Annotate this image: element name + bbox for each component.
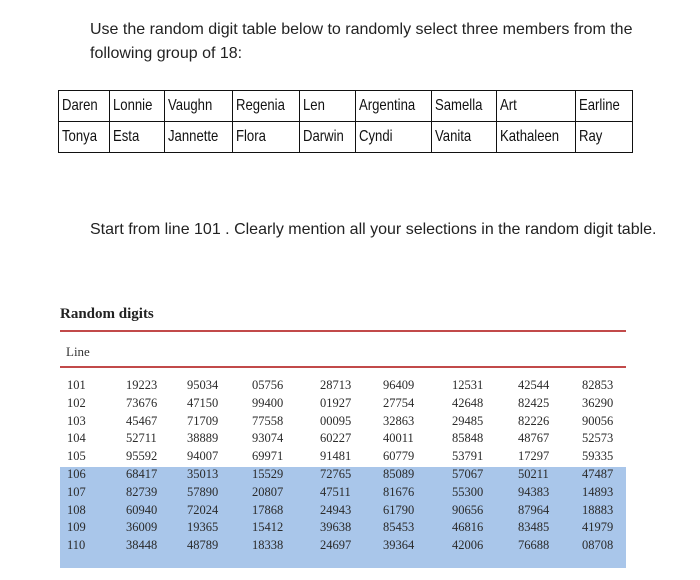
table-top-rule	[60, 330, 626, 332]
line-number: 109	[67, 520, 86, 535]
digit-group: 47487	[582, 466, 614, 481]
digit-group: 14893	[582, 484, 614, 499]
digit-group: 35013	[187, 466, 219, 481]
digit-group: 17868	[252, 502, 284, 517]
digit-group: 60940	[126, 502, 158, 517]
digit-row	[60, 503, 626, 521]
digit-group: 60227	[320, 431, 352, 446]
digit-group: 50211	[518, 466, 549, 481]
digit-group: 48789	[187, 538, 219, 553]
digit-group: 00095	[320, 413, 352, 428]
digit-group: 17297	[518, 449, 550, 464]
digit-group: 48767	[518, 431, 550, 446]
digit-group: 19223	[126, 378, 158, 392]
digit-group: 72024	[187, 502, 219, 517]
name-text: Art	[499, 97, 517, 114]
name-cell	[59, 91, 110, 122]
table-header-rule	[60, 366, 626, 368]
name-cell	[356, 91, 432, 122]
name-text: Esta	[112, 128, 139, 145]
name-text: Daren	[62, 97, 98, 114]
digit-group: 81676	[383, 484, 415, 499]
line-number: 103	[67, 413, 86, 428]
digit-group: 47150	[187, 395, 219, 410]
digit-group: 27754	[383, 395, 415, 410]
digit-group: 18338	[252, 538, 284, 553]
digit-group: 99400	[252, 395, 284, 410]
name-cell	[233, 122, 300, 153]
digit-group: 90656	[452, 502, 484, 517]
name-text: Vanita	[434, 128, 472, 145]
digit-group: 39638	[320, 520, 352, 535]
digit-group: 41979	[582, 520, 614, 535]
digit-group: 68417	[126, 466, 158, 481]
digit-row	[60, 485, 626, 503]
name-text: Cyndi	[359, 128, 393, 145]
name-text: Earline	[578, 97, 620, 114]
digit-group: 38448	[126, 538, 158, 553]
name-cell	[356, 122, 432, 153]
digit-group: 15412	[252, 520, 284, 535]
digit-group: 12531	[452, 378, 484, 392]
line-number: 101	[67, 378, 86, 392]
digit-group: 01927	[320, 395, 352, 410]
name-text: Kathaleen	[499, 128, 559, 145]
digit-group: 61790	[383, 502, 415, 517]
digit-group: 55300	[452, 484, 484, 499]
line-number: 102	[67, 395, 86, 410]
line-number: 106	[67, 466, 86, 481]
name-text: Flora	[236, 128, 266, 145]
digit-group: 42648	[452, 395, 484, 410]
name-cell	[164, 122, 232, 153]
digit-row	[60, 378, 626, 396]
digit-row	[60, 396, 626, 414]
digit-group: 19365	[187, 520, 219, 535]
name-cell	[109, 91, 164, 122]
digit-group: 28713	[320, 378, 352, 392]
digit-group: 57890	[187, 484, 219, 499]
name-cell	[233, 91, 300, 122]
digit-group: 59335	[582, 449, 614, 464]
digit-row	[60, 538, 626, 556]
digit-row	[60, 449, 626, 467]
name-text: Tonya	[62, 128, 98, 145]
digit-group: 95034	[187, 378, 219, 392]
digit-group: 69971	[252, 449, 284, 464]
digit-group: 94007	[187, 449, 219, 464]
name-cell	[299, 122, 356, 153]
digit-group: 93074	[252, 431, 284, 446]
name-text: Jannette	[167, 128, 218, 145]
digit-group: 08708	[582, 538, 614, 553]
digit-group: 90056	[582, 413, 614, 428]
digit-group: 96409	[383, 378, 415, 392]
digit-group: 18883	[582, 502, 614, 517]
name-text: Samella	[434, 97, 483, 114]
digit-group: 57067	[452, 466, 484, 481]
digit-group: 77558	[252, 413, 284, 428]
line-number: 104	[67, 431, 86, 446]
digit-group: 52573	[582, 431, 614, 446]
digit-group: 87964	[518, 502, 550, 517]
line-number: 110	[67, 538, 86, 553]
digit-row	[60, 467, 626, 485]
names-table	[58, 90, 633, 153]
digit-group: 83485	[518, 520, 550, 535]
names-row	[59, 122, 633, 153]
digit-row	[60, 520, 626, 538]
name-cell	[164, 91, 232, 122]
digit-group: 82425	[518, 395, 550, 410]
name-text: Regenia	[236, 97, 285, 114]
digit-group: 39364	[383, 538, 415, 553]
digit-group: 47511	[320, 484, 351, 499]
digit-group: 32863	[383, 413, 415, 428]
name-cell	[431, 91, 496, 122]
digit-group: 38889	[187, 431, 219, 446]
digit-row	[60, 431, 626, 449]
digit-group: 42006	[452, 538, 484, 553]
digit-group: 60779	[383, 449, 415, 464]
line-number: 107	[67, 484, 86, 499]
name-text: Darwin	[302, 128, 344, 145]
digit-group: 36290	[582, 395, 614, 410]
name-cell	[496, 91, 575, 122]
digit-group: 85453	[383, 520, 415, 535]
name-text: Argentina	[359, 97, 416, 114]
digit-group: 85089	[383, 466, 415, 481]
digit-group: 05756	[252, 378, 284, 392]
digit-group: 24697	[320, 538, 352, 553]
instruction-text: Start from line 101 . Clearly mention all your selections in the random digit table.	[90, 221, 657, 238]
name-cell	[431, 122, 496, 153]
digit-group: 71709	[187, 413, 219, 428]
names-row	[59, 91, 633, 122]
name-text: Len	[302, 97, 325, 114]
digit-group: 42544	[518, 378, 550, 392]
digit-row	[60, 414, 626, 432]
digit-group: 24943	[320, 502, 352, 517]
digit-group: 73676	[126, 395, 158, 410]
digit-group: 94383	[518, 484, 550, 499]
random-digits-table	[60, 378, 626, 556]
digit-group: 15529	[252, 466, 284, 481]
line-number: 108	[67, 502, 86, 517]
random-digits-title: Random digits	[60, 306, 154, 322]
digit-group: 72765	[320, 466, 352, 481]
digit-group: 20807	[252, 484, 284, 499]
name-text: Ray	[578, 128, 603, 145]
name-cell	[109, 122, 164, 153]
digit-group: 45467	[126, 413, 158, 428]
digit-group: 53791	[452, 449, 484, 464]
line-column-header: Line	[66, 344, 90, 359]
digit-group: 40011	[383, 431, 414, 446]
digit-group: 82853	[582, 378, 614, 392]
name-text: Vaughn	[167, 97, 212, 114]
digit-group: 52711	[126, 431, 157, 446]
name-cell	[59, 122, 110, 153]
name-cell	[575, 91, 632, 122]
name-cell	[575, 122, 632, 153]
digit-group: 36009	[126, 520, 158, 535]
digit-group: 29485	[452, 413, 484, 428]
line-number: 105	[67, 449, 86, 464]
digit-group: 46816	[452, 520, 484, 535]
digit-group: 82739	[126, 484, 158, 499]
digit-group: 95592	[126, 449, 158, 464]
digit-group: 82226	[518, 413, 550, 428]
digit-group: 76688	[518, 538, 550, 553]
question-text: Use the random digit table below to randomly select three members from the following group of 18:	[90, 21, 633, 62]
name-cell	[496, 122, 575, 153]
digit-group: 85848	[452, 431, 484, 446]
name-text: Lonnie	[112, 97, 152, 114]
digit-group: 91481	[320, 449, 352, 464]
name-cell	[299, 91, 356, 122]
